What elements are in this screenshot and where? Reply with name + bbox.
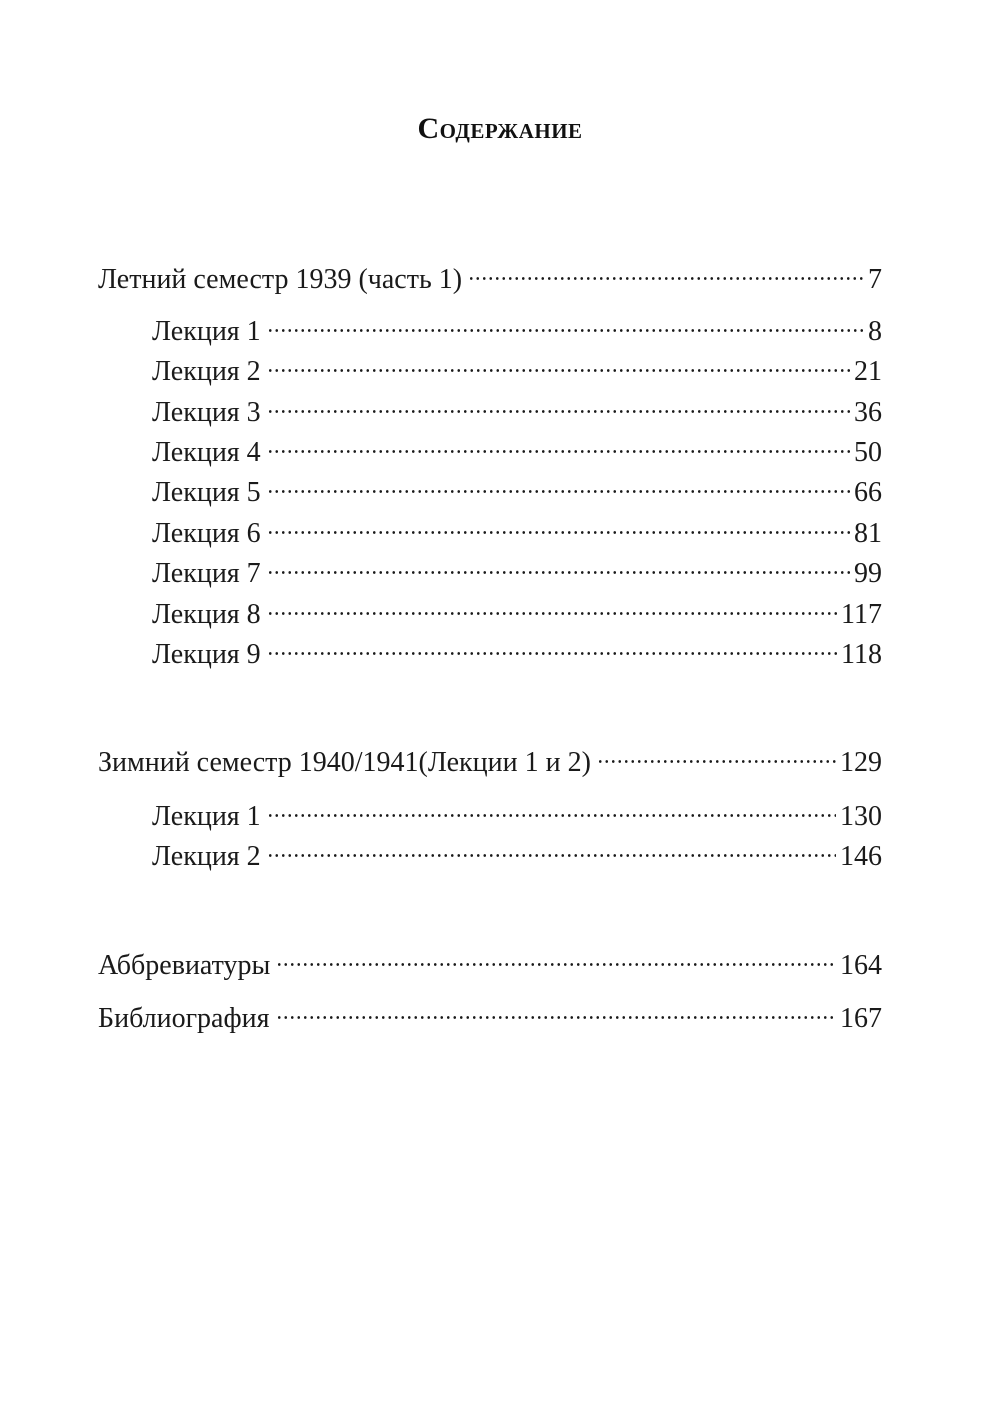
page-title: Содержание (417, 112, 583, 145)
toc-item-lecture[interactable] (152, 508, 882, 549)
toc-entry-label: Лекция 1 (152, 316, 261, 347)
toc-page-number: 129 (840, 747, 882, 778)
toc-item-lecture[interactable] (152, 306, 882, 347)
toc-item-lecture[interactable] (152, 387, 882, 428)
toc-page-number: 7 (868, 264, 882, 295)
toc-page-number: 36 (854, 397, 882, 428)
dot-leader (265, 548, 852, 582)
dot-leader (265, 467, 852, 501)
dot-leader (274, 940, 838, 974)
dot-leader (595, 737, 838, 771)
toc-entry-label: Лекция 7 (152, 558, 261, 589)
toc-page-number: 130 (840, 801, 882, 832)
dot-leader (265, 508, 852, 542)
toc-item-lecture[interactable] (152, 427, 882, 468)
toc-page-number: 117 (841, 599, 882, 630)
toc-page-number: 164 (840, 950, 882, 981)
toc-item-lecture[interactable] (152, 629, 882, 670)
toc-section-summer-1939[interactable] (98, 254, 882, 295)
toc-entry-label: Библиография (98, 1003, 270, 1034)
toc-page-number: 146 (840, 841, 882, 872)
toc-section-abbreviations[interactable] (98, 940, 882, 981)
toc-item-lecture[interactable] (152, 548, 882, 589)
toc-page-number: 66 (854, 477, 882, 508)
toc-page-number: 50 (854, 437, 882, 468)
toc-item-lecture[interactable] (152, 346, 882, 387)
toc-section-bibliography[interactable] (98, 993, 882, 1034)
dot-leader (265, 427, 852, 461)
dot-leader (265, 831, 838, 865)
dot-leader (466, 254, 866, 288)
toc-page-number: 8 (868, 316, 882, 347)
toc-section-winter-1940-1941[interactable] (98, 737, 882, 778)
toc-entry-label: Лекция 9 (152, 639, 261, 670)
toc-entry-label: Зимний семестр 1940/1941(Лекции 1 и 2) (98, 747, 591, 778)
dot-leader (265, 387, 852, 421)
toc-page-number: 118 (841, 639, 882, 670)
toc-page-number: 99 (854, 558, 882, 589)
toc-entry-label: Лекция 8 (152, 599, 261, 630)
dot-leader (265, 629, 839, 663)
dot-leader (265, 791, 838, 825)
dot-leader (265, 306, 866, 340)
toc-item-lecture[interactable] (152, 467, 882, 508)
dot-leader (274, 993, 839, 1027)
toc-page-number: 81 (854, 518, 882, 549)
toc-entry-label: Лекция 2 (152, 841, 261, 872)
toc-item-lecture[interactable] (152, 831, 882, 872)
toc-entry-label: Лекция 2 (152, 356, 261, 387)
toc-entry-label: Лекция 3 (152, 397, 261, 428)
toc-item-lecture[interactable] (152, 589, 882, 630)
toc-item-lecture[interactable] (152, 791, 882, 832)
toc-entry-label: Лекция 5 (152, 477, 261, 508)
toc-entry-label: Лекция 6 (152, 518, 261, 549)
dot-leader (265, 346, 852, 380)
toc-entry-label: Лекция 4 (152, 437, 261, 468)
dot-leader (265, 589, 839, 623)
toc-page-number: 21 (854, 356, 882, 387)
toc-entry-label: Летний семестр 1939 (часть 1) (98, 264, 463, 295)
toc-entry-label: Лекция 1 (152, 801, 261, 832)
toc-page-number: 167 (840, 1003, 882, 1034)
toc-entry-label: Аббревиатуры (98, 950, 271, 981)
